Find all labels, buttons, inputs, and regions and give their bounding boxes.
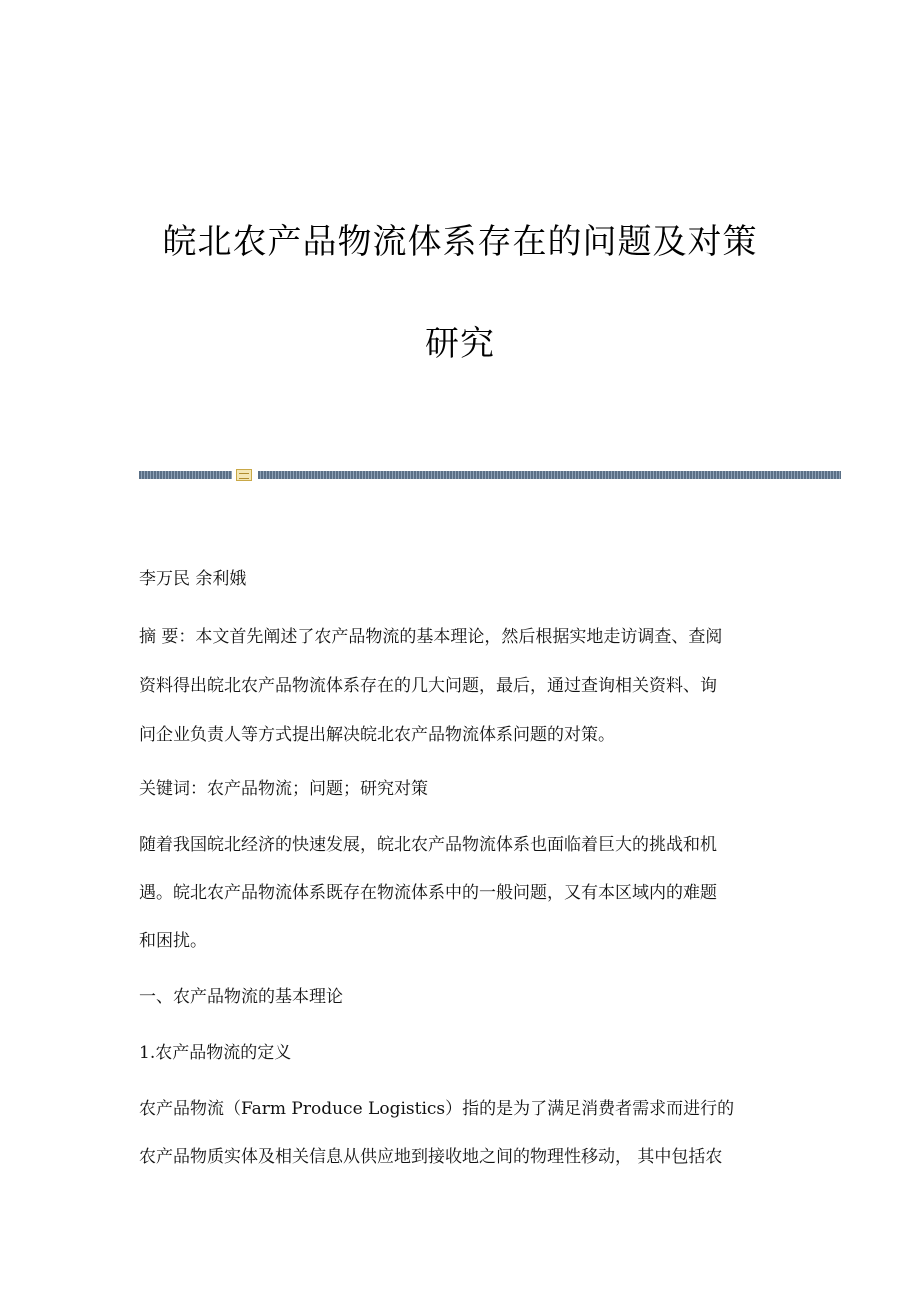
intro-line: 和困扰。 [139, 931, 207, 951]
intro-line: 随着我国皖北经济的快速发展，皖北农产品物流体系也面临着巨大的挑战和机 [139, 835, 717, 855]
section-heading: 一、农产品物流的基本理论 [139, 987, 343, 1007]
definition-line: 农产品物流（Farm Produce Logistics）指的是为了满足消费者需求而进行的 [139, 1099, 735, 1119]
envelope-icon [236, 469, 252, 481]
intro-line: 遇。皖北农产品物流体系既存在物流体系中的一般问题，又有本区域内的难题 [139, 883, 717, 903]
divider-right [258, 471, 841, 479]
abstract-line: 资料得出皖北农产品物流体系存在的几大问题，最后，通过查询相关资料、询 [139, 676, 717, 696]
definition-line: 农产品物质实体及相关信息从供应地到接收地之间的物理性移动， 其中包括农 [139, 1147, 723, 1167]
authors: 李万民 余利娥 [139, 569, 247, 589]
page-title-line-2: 研究 [425, 324, 495, 364]
subsection-heading: 1.农产品物流的定义 [139, 1043, 292, 1063]
abstract-line: 摘 要：本文首先阐述了农产品物流的基本理论，然后根据实地走访调查、查阅 [139, 627, 723, 647]
page-title-line-1: 皖北农产品物流体系存在的问题及对策 [162, 222, 758, 262]
abstract-line: 问企业负责人等方式提出解决皖北农产品物流体系问题的对策。 [139, 725, 615, 745]
keywords: 关键词：农产品物流；问题；研究对策 [139, 779, 428, 799]
divider-left [139, 471, 232, 479]
